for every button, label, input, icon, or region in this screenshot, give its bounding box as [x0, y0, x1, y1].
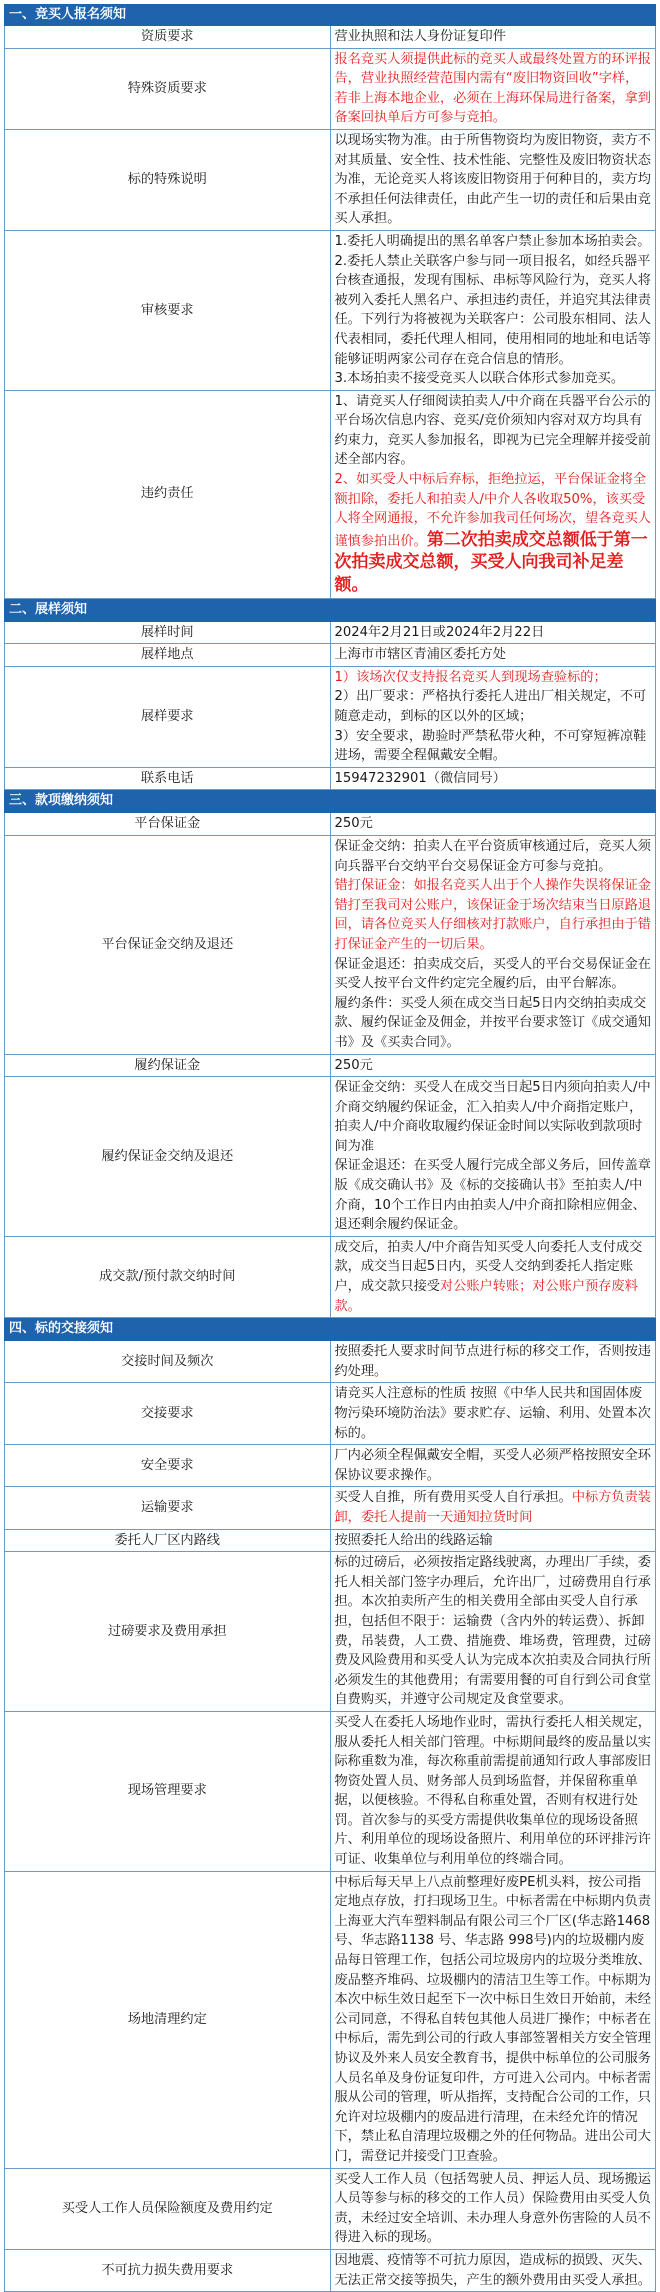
row-transport	[5, 1487, 656, 1529]
row-handover-requirements	[5, 1383, 656, 1445]
row-site-management	[5, 1711, 656, 1871]
row-performance-deposit	[5, 1054, 656, 1077]
row-value: 标的过磅后，必须按指定路线驶离，办理出厂手续，委托人相关部门签字办理后，允许出厂，过磅费用自行承担。本次拍卖所产生的相关费用全部由买受人自行承担，包括但不限于：运输费（含内外的转运费）、拆卸费，吊装费，人工费、措施费、堆场费，管理费，过磅费及风险费用和买受人认为完成本次拍卖及合同执行所必须发生的其他费用；有需要用餐的可自行到公司食堂自费购买，并遵守公司规定及食堂要求。	[330, 1552, 656, 1712]
row-handover-time	[5, 1341, 656, 1383]
row-breach	[5, 390, 656, 598]
row-label: 违约责任	[5, 390, 331, 598]
row-special-description	[5, 129, 656, 230]
row-route	[5, 1529, 656, 1552]
audit-item-3: 3.本场拍卖不接受竞买人以联合体形式参加竞买。	[334, 371, 625, 387]
phone-number: 15947232901（微信同号）	[330, 767, 656, 790]
row-deposit-rules	[5, 835, 656, 1054]
deposit-rule-4: 履约条件：买受人须在成交当日起5日内交纳拍卖成交款、履约保证金及佣金，并按平台要求签订《成交通知书》及《买卖合同》。	[334, 995, 651, 1050]
row-value: 营业执照和法人身份证复印件	[330, 26, 656, 49]
row-label: 审核要求	[5, 230, 331, 390]
row-platform-deposit	[5, 813, 656, 836]
row-label: 交接时间及频次	[5, 1341, 331, 1383]
row-site-cleaning	[5, 1871, 656, 2168]
auction-notice-document	[4, 4, 656, 2292]
section-header-payment	[5, 790, 656, 813]
row-value: 请竞买人注意标的性质 按照《中华人民共和国固体废物污染环境防治法》要求贮存、运输、利用、处置本次标的。	[330, 1383, 656, 1445]
row-label: 成交款/预付款交纳时间	[5, 1236, 331, 1317]
row-label: 特殊资质要求	[5, 48, 331, 129]
section-title: 一、竞买人报名须知	[5, 5, 656, 26]
row-label: 履约保证金	[5, 1054, 331, 1077]
row-value: 按照委托人给出的线路运输	[330, 1529, 656, 1552]
row-contact-phone	[5, 767, 656, 790]
notice-table	[4, 4, 656, 2292]
show-req-3: 3）安全要求，勘验时严禁私带火种，不可穿短裤凉鞋进场，需要全程佩戴安全帽。	[334, 728, 647, 764]
row-force-majeure	[5, 2249, 656, 2291]
perf-rule-2: 保证金退还：在买受人履行完成全部义务后，回传盖章版《成交确认书》及《标的交接确认书》至拍卖人/中介商，10个工作日内由拍卖人/中介商扣除相应佣金、退还剩余履约保证金。	[334, 1158, 651, 1233]
transport-text: 买受人自推，所有费用买受人自行承担。	[334, 1490, 572, 1506]
row-value: 250元	[330, 813, 656, 836]
row-label: 现场管理要求	[5, 1711, 331, 1871]
row-value: 上海市市辖区青浦区委托方处	[330, 644, 656, 667]
row-value	[330, 1236, 656, 1317]
row-label: 运输要求	[5, 1487, 331, 1529]
row-value: 厂内必须全程佩戴安全帽，买受人必须严格按照安全环保协议要求操作。	[330, 1445, 656, 1487]
final-payment-text: 成交后，拍卖人/中介商告知买受人向委托人支付成交款，成交当日起5日内，买受人交纳到委托人指定账户，成交款只接受	[334, 1239, 643, 1295]
row-value: 以现场实物为准。由于所售物资均为废旧物资，卖方不对其质量、安全性、技术性能、完整性及废旧物资状态为准，无论竞买人将该废旧物资用于何种目的，卖方均不承担任何法律责任，由此产生一切的责任和后果由竞买人承担。	[330, 129, 656, 230]
row-label: 委托人厂区内路线	[5, 1529, 331, 1552]
row-value: 2024年2月21日或2024年2月22日	[330, 621, 656, 644]
row-performance-rules	[5, 1077, 656, 1237]
row-label: 资质要求	[5, 26, 331, 49]
breach-item-2: 2、如买受人中标后弃标，拒绝拉运，平台保证金将全额扣除，委托人和拍卖人/中介人各收取50%，该买受人将全网通报，不允许参加我司任何场次，望各竞买人谨慎参拍出价。	[334, 472, 651, 549]
section-header-handover	[5, 1318, 656, 1341]
show-req-1: 1）该场次仅支持报名竞买人到现场查验标的；	[334, 669, 607, 685]
row-value	[330, 1077, 656, 1237]
show-req-2: 2）出厂要求：严格执行委托人进出厂相关规定，不可随意走动，到标的区以外的区域；	[334, 689, 647, 724]
breach-emphasis: 第二次拍卖成交总额低于第一次拍卖成交总额，买受人向我司补足差额。	[334, 529, 648, 596]
row-value: 买受人工作人员（包括驾驶人员、押运人员、现场搬运人员等参与标的移交的工作人员）保险费用由买受人负责，未经过安全培训、未办理人身意外伤害险的人员不得进入标的现场。	[330, 2168, 656, 2249]
row-value	[330, 666, 656, 767]
section-title: 三、款项缴纳须知	[5, 790, 656, 813]
section-title: 四、标的交接须知	[5, 1318, 656, 1341]
row-special-qualification	[5, 48, 656, 129]
section-header-showing	[5, 598, 656, 621]
row-label: 买受人工作人员保险额度及费用约定	[5, 2168, 331, 2249]
row-label: 不可抗力损失费用要求	[5, 2249, 331, 2291]
row-value: 中标后每天早上八点前整理好废PE机头料，按公司指定地点存放，打扫现场卫生。中标者需在中标期内负责上海亚大汽车塑料制品有限公司三个厂区(华志路1468 号、华志路1138 号、华志路 998号)内的垃圾棚内废品每日管理工作，包括公司垃圾房内的垃圾分类堆放、废品整齐堆码、垃圾棚内的清洁卫生等工作。中标期为本次中标生效日起至下一次中标日生效日开始前，未经公司同意，不得私自转包其他人员进厂操作；中标者在中标后，需先到公司的行政人事部签署相关方安全管理协议及外来人员安全教育书，提供中标单位的公司服务人员名单及身份证复印件，方可进入公司内。中标者需服从公司的管理，听从指挥，支持配合公司的工作，只允许对垃圾棚内的废品进行清理，在未经允许的情况下，禁止私自清理垃圾棚之外的任何物品。进出公司大门，需登记并接受门卫查验。	[330, 1871, 656, 2168]
row-value: 报名竞买人须提供此标的竞买人或最终处置方的环评报告，营业执照经营范围内需有“废旧物资回收”字样，若非上海本地企业，必须在上海环保局进行备案，拿到备案回执单后方可参与竞拍。	[330, 48, 656, 129]
row-label: 展样时间	[5, 621, 331, 644]
row-label: 交接要求	[5, 1383, 331, 1445]
row-insurance	[5, 2168, 656, 2249]
row-label: 过磅要求及费用承担	[5, 1552, 331, 1712]
audit-item-1: 1.委托人明确提出的黑名单客户禁止参加本场拍卖会。	[334, 233, 651, 249]
row-label: 联系电话	[5, 767, 331, 790]
row-show-requirements	[5, 666, 656, 767]
row-value: 按照委托人要求时间节点进行标的移交工作，否则按违约处理。	[330, 1341, 656, 1383]
row-audit	[5, 230, 656, 390]
row-weighing-fees	[5, 1552, 656, 1712]
row-value: 因地震、疫情等不可抗力原因，造成标的损毁、灭失、无法正常交接等损失，产生的额外费用由买受人承担。	[330, 2249, 656, 2291]
row-label: 平台保证金	[5, 813, 331, 836]
row-value	[330, 835, 656, 1054]
row-value	[330, 230, 656, 390]
row-qualification	[5, 26, 656, 49]
row-label: 平台保证金交纳及退还	[5, 835, 331, 1054]
row-label: 展样地点	[5, 644, 331, 667]
final-payment-highlight: 对公账户转账；对公账户预存废料款。	[334, 1279, 638, 1314]
row-show-time	[5, 621, 656, 644]
row-value: 买受人在委托人场地作业时，需执行委托人相关规定，服从委托人相关部门管理。中标期间最终的废品量以实际称重数为准，每次称重前需提前通知行政人事部废旧物资处置人员、财务部人员到场监督，并保留称重单据，以便核验。不得私自称重处置，否则有权进行处罚。首次参与的买受方需提供收集单位的现场设备照片、利用单位的现场设备照片、利用单位的环评排污许可证、收集单位与利用单位的终端合同。	[330, 1711, 656, 1871]
row-value: 250元	[330, 1054, 656, 1077]
perf-rule-1: 保证金交纳：买受人在成交当日起5日内须向拍卖人/中介商交纳履约保证金，汇入拍卖人/中介商指定账户，拍卖人/中介商收取履约保证金时间以实际收到款项时间为准	[334, 1080, 651, 1154]
row-final-payment	[5, 1236, 656, 1317]
deposit-rule-1: 保证金交纳：拍卖人在平台资质审核通过后，竞买人须向兵器平台交纳平台交易保证金方可参与竞拍。	[334, 838, 651, 874]
row-label: 履约保证金交纳及退还	[5, 1077, 331, 1237]
row-show-place	[5, 644, 656, 667]
row-label: 标的特殊说明	[5, 129, 331, 230]
section-title: 二、展样须知	[5, 598, 656, 621]
section-header-registration	[5, 5, 656, 26]
deposit-rule-3: 保证金退还：拍卖成交后，买受人的平台交易保证金在买受人按平台文件约定完全履约后，由平台解冻。	[334, 956, 651, 992]
row-label: 展样要求	[5, 666, 331, 767]
row-label: 场地清理约定	[5, 1871, 331, 2168]
breach-item-1: 1、请竞买人仔细阅读拍卖人/中介商在兵器平台公示的平台场次信息内容、竞买/竞价须知内容对双方均具有约束力，竞买人参加报名，即视为已完全理解并接受前述全部内容。	[334, 393, 651, 468]
row-safety	[5, 1445, 656, 1487]
audit-item-2: 2.委托人禁止关联客户参与同一项目报名，如经兵器平台核查通报，发现有围标、串标等风险行为，竞买人将被列入委托人黑名户、承担违约责任，并追究其法律责任。下列行为将被视为关联客户：公司股东相同、法人代表相同，委托代理人相同，使用相同的地址和电话等能够证明两家公司存在竞合信息的情形。	[334, 253, 651, 367]
row-label: 安全要求	[5, 1445, 331, 1487]
row-value	[330, 1487, 656, 1529]
transport-highlight: 中标方负责装卸，委托人提前一天通知拉货时间	[334, 1490, 651, 1525]
row-value	[330, 390, 656, 598]
deposit-rule-2: 错打保证金：如报名竞买人出于个人操作失误将保证金错打至我司对公账户，该保证金于场次结束当日原路退回，请各位竞买人仔细核对打款账户，自行承担由于错打保证金产生的一切后果。	[334, 878, 651, 952]
